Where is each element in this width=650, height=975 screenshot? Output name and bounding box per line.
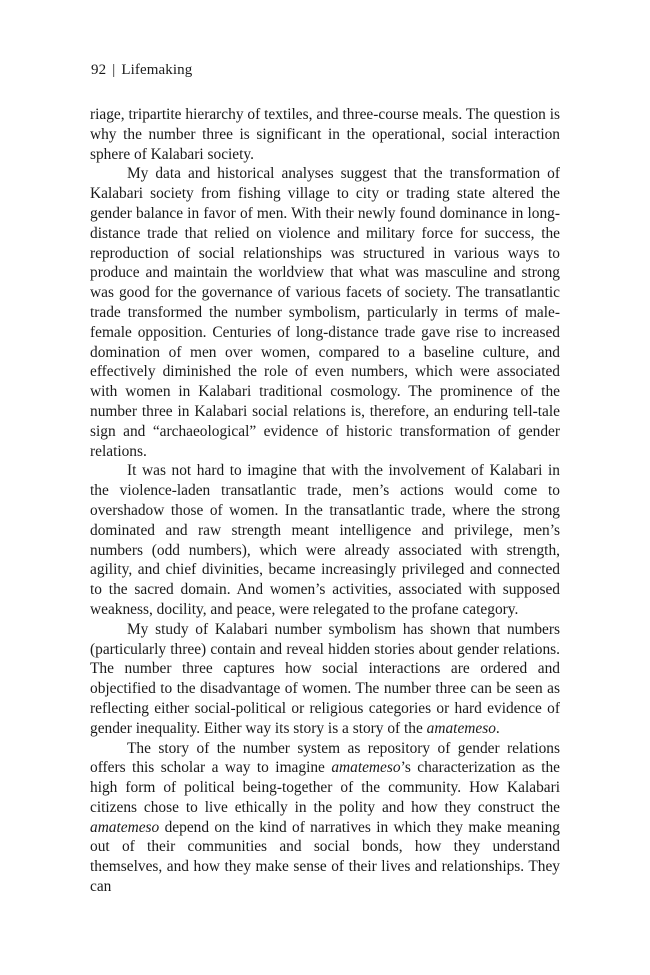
running-title: Lifemaking	[121, 62, 193, 78]
text-run: .	[495, 719, 500, 737]
paragraph	[90, 461, 560, 619]
italic-term: amatemeso	[426, 719, 496, 737]
italic-term: amatemeso	[331, 759, 401, 777]
text-run: My data and historical analyses suggest that the transformation of Kalabari society from fishing village to city or trading state altered the gender balance in favor of men. With their newly found dominance in long-distance trade that relied on violence and military force for success, the reproduction of social relationships was structured in various ways to produce and maintain the worldview that what was masculine and strong was good for the governance of various facets of society. The transatlantic trade transformed the number symbolism, particularly in terms of male-female opposition. Centuries of long-distance trade gave rise to increased domination of men over women, compared to a baseline culture, and effectively diminished the role of even numbers, which were associated with women in Kalabari traditional cosmology. The prominence of the number three in Kalabari social relations is, therefore, an enduring tell-tale sign and “archaeological” evidence of historic transformation of gender relations.	[90, 165, 560, 460]
paragraph	[90, 620, 560, 739]
text-run: depend on the kind of narratives in which they make meaning out of their communities and social bonds, how they understand themselves, and how they make sense of their lives and relationships. They can	[90, 818, 560, 896]
paragraph	[90, 739, 560, 897]
running-head	[91, 60, 192, 80]
paragraph	[90, 105, 560, 164]
body-text	[90, 105, 560, 897]
italic-term: amatemeso	[90, 818, 160, 836]
text-run: riage, tripartite hierarchy of textiles, and three-course meals. The question is why the number three is significant in the operational, social interaction sphere of Kalabari society.	[90, 106, 560, 163]
text-run: The story of the number system as repository of gender relations offers this scholar a way to imagine	[90, 739, 560, 777]
header-separator: |	[112, 62, 116, 78]
text-run: My study of Kalabari number symbolism has shown that numbers (particularly three) contain and reveal hidden stories about gender relations. The number three captures how social interactions are ordered and objectified to the disadvantage of women. The number three can be seen as reflecting either social-political or religious categories or hard evidence of gender inequality. Either way its story is a story of the	[90, 620, 560, 737]
text-run: ’s characterization as the high form of political being-together of the community. How Kalabari citizens chose to live ethically in the polity and how they construct the	[90, 759, 560, 816]
text-run: It was not hard to imagine that with the involvement of Kalabari in the violence-laden transatlantic trade, men’s actions would come to overshadow those of women. In the transatlantic trade, where the strong dominated and raw strength meant intelligence and privilege, men’s numbers (odd numbers), which were already associated with strength, agility, and chief divinities, became increasingly privileged and connected to the sacred domain. And women’s activities, associated with supposed weakness, docility, and peace, were relegated to the profane category.	[90, 462, 560, 618]
page-number: 92	[91, 62, 107, 78]
paragraph	[90, 164, 560, 461]
